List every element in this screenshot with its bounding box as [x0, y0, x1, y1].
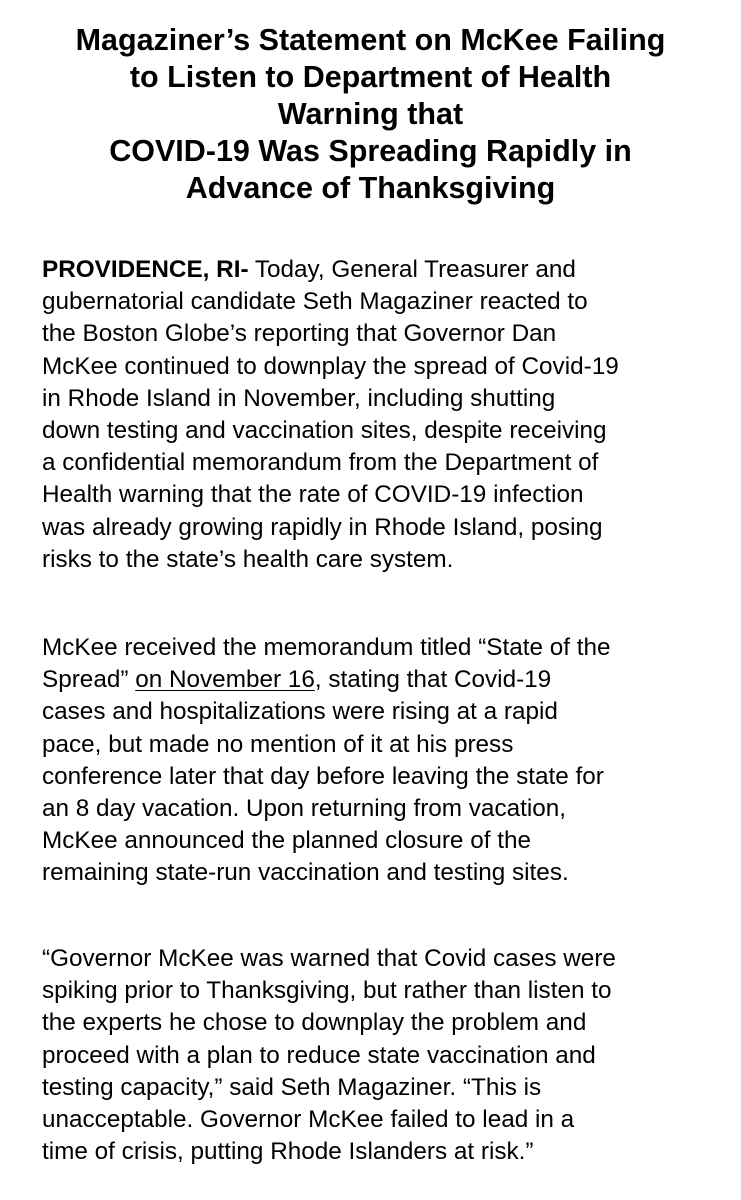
november-16-link[interactable]: on November 16 [135, 666, 315, 694]
paragraph-line [42, 254, 722, 286]
paragraph-text: Today, General Treasurer and [248, 256, 576, 283]
paragraph-line: risks to the state’s health care system. [42, 545, 454, 573]
paragraph-line: remaining state-run vaccination and testing sites. [42, 859, 569, 887]
paragraph-line: the experts he chose to downplay the problem and [42, 1009, 587, 1037]
paragraph-text: Spread” [42, 666, 136, 694]
headline-line: Warning that [277, 97, 464, 131]
headline-line: to Listen to Department of Health [129, 60, 612, 94]
paragraph-line: an 8 day vacation. Upon returning from vacation, [42, 795, 567, 823]
paragraph-line: proceed with a plan to reduce state vaccination and [42, 1041, 596, 1069]
paragraph-line: McKee announced the planned closure of the [42, 827, 531, 855]
paragraph-line: conference later that day before leaving the state for [42, 762, 604, 790]
paragraph-line [42, 664, 722, 696]
paragraph-line: in Rhode Island in November, including shutting [42, 384, 556, 412]
paragraph-line: cases and hospitalizations were rising at a rapid [42, 698, 558, 726]
paragraph-line: McKee continued to downplay the spread of Covid-19 [42, 352, 619, 380]
paragraph-line: was already growing rapidly in Rhode Island, posing [42, 513, 603, 541]
headline-line: Magaziner’s Statement on McKee Failing [75, 23, 666, 57]
paragraph-line: McKee received the memorandum titled “State of the [42, 634, 611, 661]
paragraph-line: down testing and vaccination sites, despite receiving [42, 417, 607, 445]
paragraph-dateline-intro [42, 254, 722, 576]
paragraph-quote [42, 943, 722, 1168]
paragraph-line: spiking prior to Thanksgiving, but rather than listen to [42, 977, 612, 1005]
paragraph-line: Health warning that the rate of COVID-19 infection [42, 481, 584, 509]
paragraph-text: , stating that Covid-19 [314, 666, 552, 694]
headline-line: Advance of Thanksgiving [185, 171, 556, 205]
paragraph-line: unacceptable. Governor McKee failed to lead in a [42, 1106, 575, 1134]
paragraph-memorandum [42, 632, 722, 890]
dateline: PROVIDENCE, RI- [42, 256, 249, 283]
paragraph-line: “Governor McKee was warned that Covid cases were [42, 945, 616, 972]
paragraph-line: pace, but made no mention of it at his press [42, 730, 514, 758]
paragraph-line: the Boston Globe’s reporting that Governor Dan [42, 320, 557, 348]
headline [20, 22, 721, 207]
headline-line: COVID-19 Was Spreading Rapidly in [109, 134, 632, 168]
paragraph-line: a confidential memorandum from the Department of [42, 449, 599, 477]
paragraph-line: gubernatorial candidate Seth Magaziner reacted to [42, 288, 588, 316]
paragraph-line: time of crisis, putting Rhode Islanders at risk.” [42, 1138, 534, 1166]
paragraph-line: testing capacity,” said Seth Magaziner. “This is [42, 1073, 542, 1101]
